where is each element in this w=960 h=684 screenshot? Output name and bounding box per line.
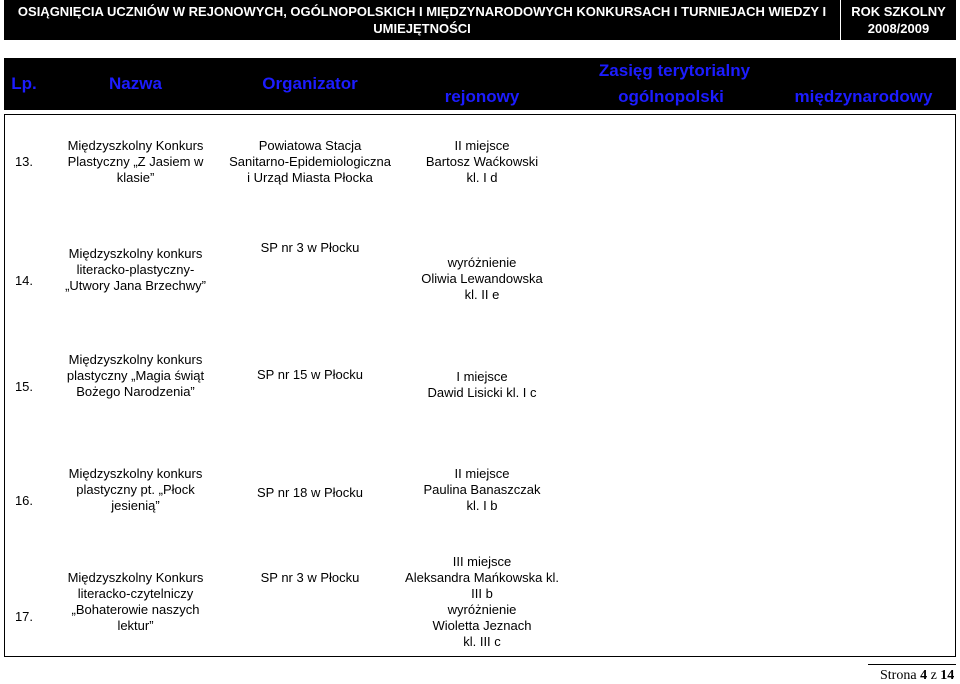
row-nazwa-line: Międzyszkolny konkurs (68, 352, 203, 367)
row-nazwa-line: klasie” (116, 170, 155, 185)
header-year-value: 2008/2009 (867, 21, 930, 36)
row-organizator (227, 452, 393, 528)
row-nazwa-line: jesienią” (111, 498, 160, 513)
row-nazwa-line: Międzyszkolny konkurs (68, 466, 203, 481)
row-rejonowy-line: III b (471, 586, 493, 601)
row-rejonowy (393, 452, 571, 528)
header-title (4, 0, 840, 40)
column-header-rejonowy-label: rejonowy (444, 87, 520, 106)
header-year-label: ROK SZKOLNY (851, 4, 946, 19)
row-nazwa-line: „Bohaterowie naszych (71, 602, 200, 617)
row-organizator-line: SP nr 15 w Płocku (257, 367, 363, 382)
row-rejonowy-line: Oliwia Lewandowska (421, 271, 543, 286)
row-rejonowy-line: II miejsce (454, 466, 510, 481)
row-organizator (227, 338, 393, 414)
column-header-organizator-label: Organizator (262, 74, 358, 93)
row-nazwa (44, 550, 227, 654)
row-rejonowy-line: III miejsce (452, 554, 512, 569)
row-nazwa (44, 232, 227, 308)
zasieg-title (393, 58, 956, 84)
zasieg-title-label: Zasięg terytorialny (598, 61, 751, 80)
row-rejonowy (393, 232, 571, 308)
row-nazwa-line: literacko-plastyczny- (76, 262, 195, 277)
page-number-total: 14 (940, 668, 955, 683)
column-header-miedzynarodowy-label: międzynarodowy (794, 87, 933, 106)
row-rejonowy-line: kl. I d (466, 170, 498, 185)
row-rejonowy-line: Aleksandra Mańkowska kl. (405, 570, 559, 585)
row-organizator-line: SP nr 3 w Płocku (260, 570, 360, 585)
page-number (880, 668, 955, 684)
table-row (4, 124, 956, 200)
page-number-current: 4 (920, 668, 928, 683)
page-number-prefix: Strona (880, 668, 917, 683)
row-organizator (227, 232, 393, 308)
row-nazwa-line: Plastyczny „Z Jasiem w (67, 154, 204, 169)
row-organizator (227, 550, 393, 654)
row-rejonowy-line: kl. I b (466, 498, 498, 513)
row-lp: 13. (14, 154, 34, 169)
footer-divider (868, 664, 956, 665)
column-header-ogolnopolski (571, 84, 771, 110)
row-organizator-line: Sanitarno-Epidemiologiczna (229, 154, 391, 169)
row-rejonowy-line: Paulina Banaszczak (423, 482, 541, 497)
page-number-of: z (930, 668, 937, 683)
row-rejonowy-line: kl. II e (464, 287, 500, 302)
column-header-organizator (227, 58, 393, 110)
row-nazwa-line: Międzyszkolny Konkurs (67, 570, 204, 585)
row-nazwa-line: plastyczny pt. „Płock (76, 482, 195, 497)
row-lp: 14. (14, 273, 34, 288)
row-nazwa-line: plastyczny „Magia świąt (66, 368, 205, 383)
column-header-zasieg (393, 58, 956, 110)
column-header-nazwa-label: Nazwa (109, 74, 162, 93)
row-rejonowy-line: wyróżnienie (447, 255, 517, 270)
row-nazwa-line: literacko-czytelniczy (77, 586, 194, 601)
table-row (4, 232, 956, 308)
row-nazwa (44, 452, 227, 528)
table-row (4, 452, 956, 528)
row-rejonowy (393, 338, 571, 414)
row-rejonowy-line: Wioletta Jeznach (432, 618, 532, 633)
row-rejonowy-line: I miejsce (456, 369, 508, 384)
header-title-line1: OSIĄGNIĘCIA UCZNIÓW W REJONOWYCH, OGÓLNOPOLSKICH I MIĘDZYNARODOWYCH KONKURSACH I TURNIEJACH WIEDZY I (17, 4, 827, 19)
row-organizator-line: Powiatowa Stacja (258, 138, 362, 153)
table-row (4, 338, 956, 414)
row-rejonowy-line: wyróżnienie (447, 602, 517, 617)
row-organizator-line: i Urząd Miasta Płocka (247, 170, 373, 185)
column-header-lp-label: Lp. (11, 74, 37, 93)
row-organizator (227, 124, 393, 200)
row-nazwa-line: lektur” (117, 618, 154, 633)
row-nazwa-line: Bożego Narodzenia” (76, 384, 195, 399)
row-lp: 16. (14, 493, 34, 508)
row-rejonowy (393, 550, 571, 654)
column-header-nazwa (44, 58, 227, 110)
row-rejonowy-line: II miejsce (454, 138, 510, 153)
row-nazwa (44, 338, 227, 414)
column-header-lp (4, 58, 44, 110)
row-organizator-line: SP nr 18 w Płocku (257, 485, 363, 500)
row-rejonowy-line: kl. III c (463, 634, 501, 649)
header-school-year (840, 0, 956, 40)
row-nazwa (44, 124, 227, 200)
column-header-miedzynarodowy (771, 84, 956, 110)
table-row (4, 550, 956, 654)
header-title-line2: UMIEJĘTNOŚCI (373, 21, 471, 36)
row-organizator-line: SP nr 3 w Płocku (260, 240, 360, 255)
column-header-ogolnopolski-label: ogólnopolski (618, 87, 724, 106)
row-rejonowy-line: Dawid Lisicki kl. I c (427, 385, 537, 400)
row-lp: 17. (14, 609, 34, 624)
row-lp: 15. (14, 379, 34, 394)
row-nazwa-line: Międzyszkolny Konkurs (67, 138, 204, 153)
row-nazwa-line: Międzyszkolny konkurs (68, 246, 203, 261)
row-rejonowy (393, 124, 571, 200)
page-header (4, 0, 956, 40)
row-nazwa-line: „Utwory Jana Brzechwy” (65, 278, 206, 293)
column-header-rejonowy (393, 84, 571, 110)
row-rejonowy-line: Bartosz Waćkowski (425, 154, 539, 169)
